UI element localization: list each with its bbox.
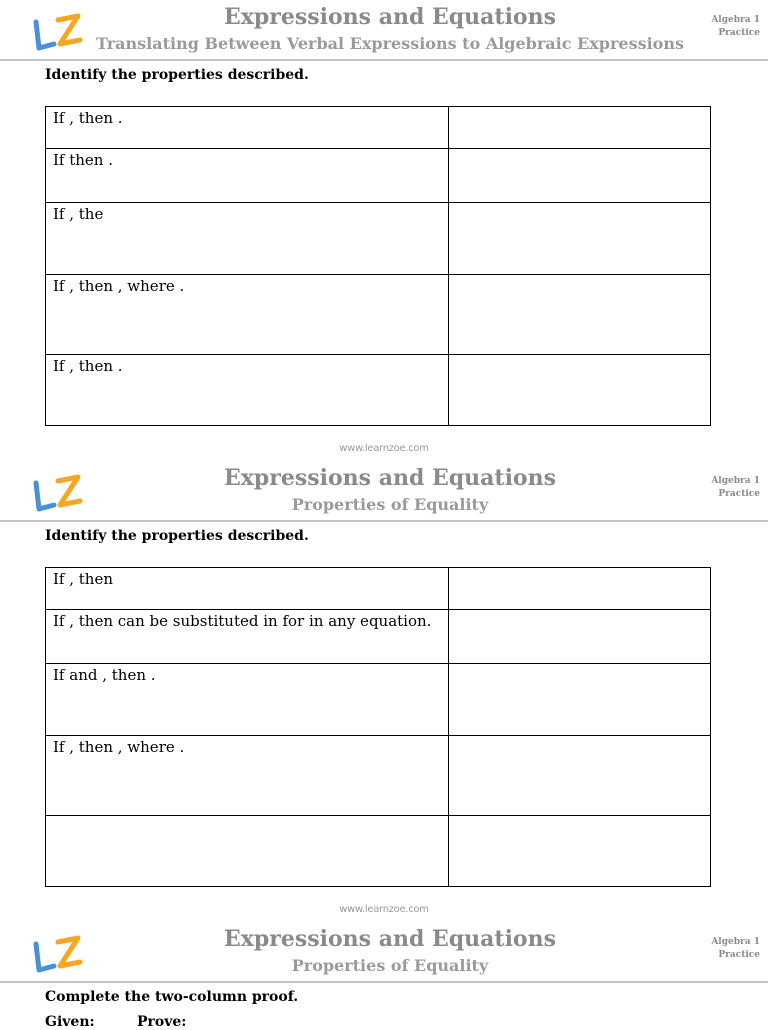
- table-row: [46, 610, 711, 664]
- property-statement: If and , then .: [46, 664, 449, 736]
- instruction-text: Complete the two-column proof.: [45, 989, 299, 1005]
- property-statement: If then .: [46, 149, 449, 203]
- table-row: [46, 736, 711, 816]
- answer-cell[interactable]: [449, 736, 711, 816]
- property-statement: [46, 816, 449, 887]
- page-title: Expressions and Equations: [224, 4, 556, 30]
- table-row: [46, 107, 711, 149]
- worksheet-page-2: [0, 461, 768, 922]
- answer-cell[interactable]: [449, 610, 711, 664]
- property-statement: If , then , where .: [46, 275, 449, 355]
- property-statement: If , then can be substituted in for in any equation.: [46, 610, 449, 664]
- course-type: Practice: [718, 28, 760, 38]
- instruction-text: Identify the properties described.: [45, 67, 309, 83]
- instruction-text: Identify the properties described.: [45, 528, 309, 544]
- page-footer: www.learnzoe.com: [339, 904, 429, 915]
- property-statement: If , the: [46, 203, 449, 275]
- page-subtitle: Properties of Equality: [291, 495, 489, 514]
- properties-table: [45, 567, 711, 887]
- worksheet-page-1: [0, 0, 768, 461]
- table-row: [46, 664, 711, 736]
- page-header: [0, 0, 768, 62]
- course-label: [711, 936, 760, 962]
- header-divider: [0, 981, 768, 983]
- given-label: Given:: [45, 1014, 95, 1030]
- course-label: [711, 475, 760, 501]
- page-header: [0, 461, 768, 523]
- course-name: Algebra 1: [711, 476, 760, 486]
- answer-cell[interactable]: [449, 568, 711, 610]
- page-subtitle: Properties of Equality: [291, 956, 489, 975]
- header-divider: [0, 520, 768, 522]
- table-row: [46, 568, 711, 610]
- table-row: [46, 275, 711, 355]
- page-header: [0, 922, 768, 984]
- course-type: Practice: [718, 489, 760, 499]
- answer-cell[interactable]: [449, 816, 711, 887]
- property-statement: If , then .: [46, 355, 449, 426]
- property-statement: If , then , where .: [46, 736, 449, 816]
- course-name: Algebra 1: [711, 15, 760, 25]
- prove-label: Prove:: [137, 1014, 187, 1030]
- page-footer: www.learnzoe.com: [339, 443, 429, 454]
- worksheet-page-3: [0, 922, 768, 1024]
- property-statement: If , then: [46, 568, 449, 610]
- answer-cell[interactable]: [449, 107, 711, 149]
- table-row: [46, 355, 711, 426]
- answer-cell[interactable]: [449, 664, 711, 736]
- page-title: Expressions and Equations: [224, 465, 556, 491]
- property-statement: If , then .: [46, 107, 449, 149]
- table-row: [46, 203, 711, 275]
- course-label: [711, 14, 760, 40]
- course-type: Practice: [718, 950, 760, 960]
- answer-cell[interactable]: [449, 203, 711, 275]
- answer-cell[interactable]: [449, 149, 711, 203]
- header-divider: [0, 59, 768, 61]
- answer-cell[interactable]: [449, 355, 711, 426]
- answer-cell[interactable]: [449, 275, 711, 355]
- table-row: [46, 149, 711, 203]
- table-row: [46, 816, 711, 887]
- course-name: Algebra 1: [711, 937, 760, 947]
- page-subtitle: Translating Between Verbal Expressions to Algebraic Expressions: [96, 34, 684, 53]
- properties-table: [45, 106, 711, 426]
- page-title: Expressions and Equations: [224, 926, 556, 952]
